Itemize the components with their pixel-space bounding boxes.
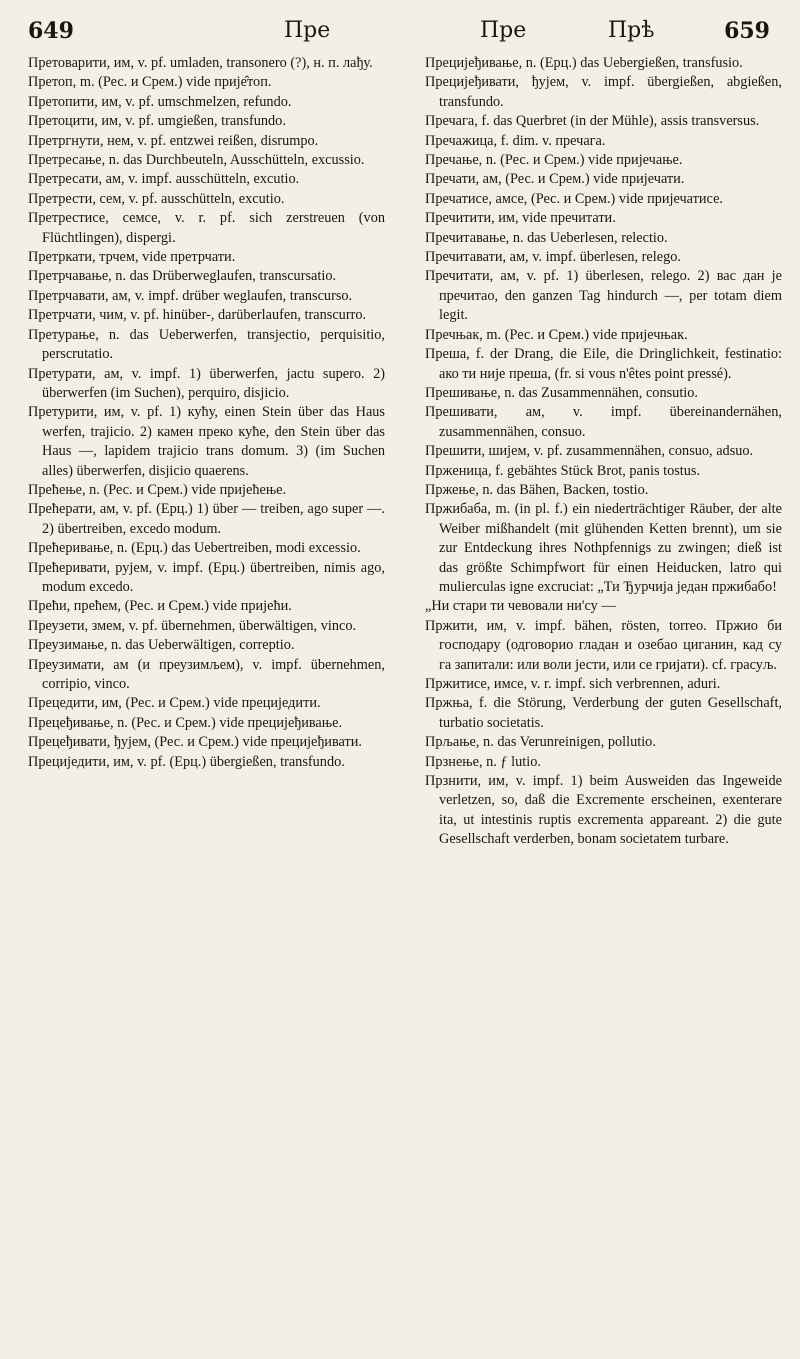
dictionary-entry: Претргнути, нем, v. pf. entzwei reißen, disrumpo.: [28, 132, 319, 149]
dictionary-entry: Претурати, ам, v. impf. 1) überwerfen, jactu supero. 2) überwerfen (im Suchen), perquiro, disjicio.: [28, 365, 385, 401]
dictionary-entry: Пречњак, m. (Рес. и Срем.) vide приjечњак.: [425, 326, 688, 343]
left-column: [28, 54, 385, 850]
dictionary-entry: Пржити, им, v. impf. bähen, rösten, torreo. Пржио би господару (одговорио гладан и озебао циганин, кад су га запитали: или воли јести, или се гријати). cf. грасуљ.: [425, 617, 782, 673]
dictionary-entry: Прзнити, им, v. impf. 1) beim Ausweiden das Ingeweide verletzen, so, daß die Excremente erscheinen, exenterare ita, ut intestinis ruptis excrementa appareant. 2) die gute Gesellschaft verderben, bonam societatem turbare.: [425, 773, 782, 848]
dictionary-entry: Претоварити, им, v. pf. umladen, transonero (?), н. п. лађу.: [28, 55, 373, 71]
dictionary-entry: Пречажица, f. dim. v. пречага.: [425, 132, 606, 149]
dictionary-entry: Претоцити, им, v. pf. umgießen, transfundo.: [28, 113, 286, 130]
dictionary-entry: Прецеђивање, n. (Рес. и Срем.) vide прециjеђивање.: [28, 714, 343, 731]
dictionary-entry: Прзнење, n. ƒ lutio.: [425, 753, 541, 770]
dictionary-entry: Пржeница, f. gebähtes Stück Brot, panis tostus.: [425, 462, 701, 479]
dictionary-entry: „Ни стари ти чевовали ни'су —: [425, 598, 616, 615]
dictionary-entry: Прециjедити, им, v. pf. (Ерц.) übergießen, transfundo.: [28, 753, 345, 770]
dictionary-entry: Пречање, n. (Рес. и Срем.) vide приjечање.: [425, 152, 683, 169]
dictionary-entry: Пречитавати, ам, v. impf. überlesen, relego.: [425, 249, 681, 266]
dictionary-entry: Преузимање, n. das Ueberwältigen, correptio.: [28, 637, 295, 654]
dictionary-entry: Преша, f. der Drang, die Eile, die Dringlichkeit, festinatio: ако ти није преша, (fr. si vous n'êtes point pressé).: [425, 346, 782, 382]
dictionary-entry: Претрчавати, ам, v. impf. drüber weglaufen, transcurso.: [28, 287, 353, 304]
dictionary-entry: Претурање, n. das Ueberwerfen, transjectio, perquisitio, perscrutatio.: [28, 326, 385, 363]
dictionary-entry: Пржење, n. das Bähen, Backen, tostio.: [425, 481, 649, 498]
running-head: [28, 14, 782, 50]
right-column: [425, 54, 782, 850]
guide-word-left: Пре: [284, 18, 331, 43]
page-number-left: 649: [28, 18, 74, 44]
dictionary-entry: Пржибаба, m. (in pl. f.) ein niederträchtiger Räuber, der alte Weiber mißhandelt (mit glühenden Ketten brennt), um sie zur Entdeckung ihres Nothpfennigs zu zwingen; dieß ist das größte Schimpfwort für einen Heiducken, latro qui mulierculas igne excruciat: „Ти Ђурчија један пржибабо!: [425, 501, 782, 595]
dictionary-entry: Прециjеђивање, n. (Ерц.) das Uebergießen, transfusio.: [425, 55, 743, 71]
dictionary-entry: Преħерати, ам, v. pf. (Ерц.) 1) über — treiben, ago super —. 2) übertreiben, excedo modum.: [28, 501, 385, 537]
dictionary-entry: Пречати, ам, (Рес. и Срем.) vide приjечати.: [425, 171, 685, 188]
dictionary-entry: Прљање, n. das Verunreinigen, pollutio.: [425, 734, 656, 751]
dictionary-entry: Преħеривати, рујем, v. impf. (Ерц.) übertreiben, nimis ago, modum excedo.: [28, 559, 385, 595]
dictionary-entry: Претоп, m. (Рес. и Срем.) vide прије̂топ.: [28, 74, 272, 91]
dictionary-entry: Пржња, f. die Störung, Verderbung der guten Gesellschaft, turbatio societatis.: [425, 695, 782, 731]
page-number-right: 659: [724, 18, 770, 44]
dictionary-entry: Пречитавање, n. das Ueberlesen, relectio.: [425, 229, 668, 246]
dictionary-entry: Претурити, им, v. pf. 1) куħу, einen Stein über das Haus werfen, trajicio. 2) камен преко куħе, den Stein über das Haus —, lapidem trajicio trans domum. 3) (im Suchen alles) überwerfen, disjicio quaerens.: [28, 404, 385, 479]
dictionary-entry: Преħи, преħем, (Рес. и Срем.) vide приjеħи.: [28, 598, 292, 615]
dictionary-entry: Претрести, сем, v. pf. ausschütteln, excutio.: [28, 190, 285, 207]
dictionary-entry: Преħеривање, n. (Ерц.) das Uebertreiben, modi excessio.: [28, 540, 361, 557]
dictionary-entry: Прешити, шијем, v. pf. zusammennähen, consuo, adsuo.: [425, 443, 754, 460]
dictionary-entry: Прешивање, n. das Zusammennähen, consutio.: [425, 384, 698, 401]
entry-columns: [28, 54, 782, 850]
dictionary-entry: Прецеђивати, ђујем, (Рес. и Срем.) vide прециjеђивати.: [28, 734, 362, 751]
dictionary-entry: Пречитати, ам, v. pf. 1) überlesen, relego. 2) вас дан је пречитао, den ganzen Tag hindurch —, per totam diem legit.: [425, 268, 782, 324]
guide-word-center: Пре: [480, 18, 527, 43]
dictionary-entry: Преузети, змем, v. pf. übernehmen, überwältigen, vinco.: [28, 617, 357, 634]
dictionary-entry: Пржитисе, имсе, v. r. impf. sich verbrennen, aduri.: [425, 676, 721, 692]
dictionary-entry: Преузимати, ам (и преузимљем), v. impf. übernehmen, corripio, vinco.: [28, 656, 385, 692]
dictionary-entry: Претркати, трчем, vide претрчати.: [28, 249, 236, 266]
dictionary-entry: Прешивати, ам, v. impf. übereinandernähen, zusammennähen, consuo.: [425, 404, 782, 440]
dictionary-entry: Претресање, n. das Durchbeuteln, Ausschütteln, excussio.: [28, 152, 365, 169]
dictionary-entry: Претресати, ам, v. impf. ausschütteln, excutio.: [28, 171, 300, 188]
guide-word-right: Прѣ: [608, 18, 655, 43]
dictionary-entry: Прециjеђивати, ђујем, v. impf. übergießen, abgießen, transfundo.: [425, 74, 782, 110]
dictionary-entry: Претрчавање, n. das Drüberweglaufen, transcursatio.: [28, 268, 337, 285]
dictionary-entry: Претопити, им, v. pf. umschmelzen, refundo.: [28, 93, 292, 110]
dictionary-entry: Претрестисе, семсе, v. r. pf. sich zerstreuen (von Flüchtlingen), dispergi.: [28, 210, 385, 246]
dictionary-entry: Претрчати, чим, v. pf. hinüber-, darüberlaufen, transcurro.: [28, 307, 367, 324]
dictionary-entry: Преħење, n. (Рес. и Срем.) vide приjеħење.: [28, 481, 287, 498]
dictionary-entry: Прецедити, им, (Рес. и Срем.) vide прециjедити.: [28, 695, 321, 712]
dictionary-entry: Пречатисе, амсе, (Рес. и Срем.) vide приjечатисе.: [425, 190, 723, 207]
dictionary-entry: Пречитити, им, vide пречитати.: [425, 210, 616, 227]
dictionary-entry: Пречага, f. das Querbret (in der Mühle), assis transversus.: [425, 113, 760, 130]
